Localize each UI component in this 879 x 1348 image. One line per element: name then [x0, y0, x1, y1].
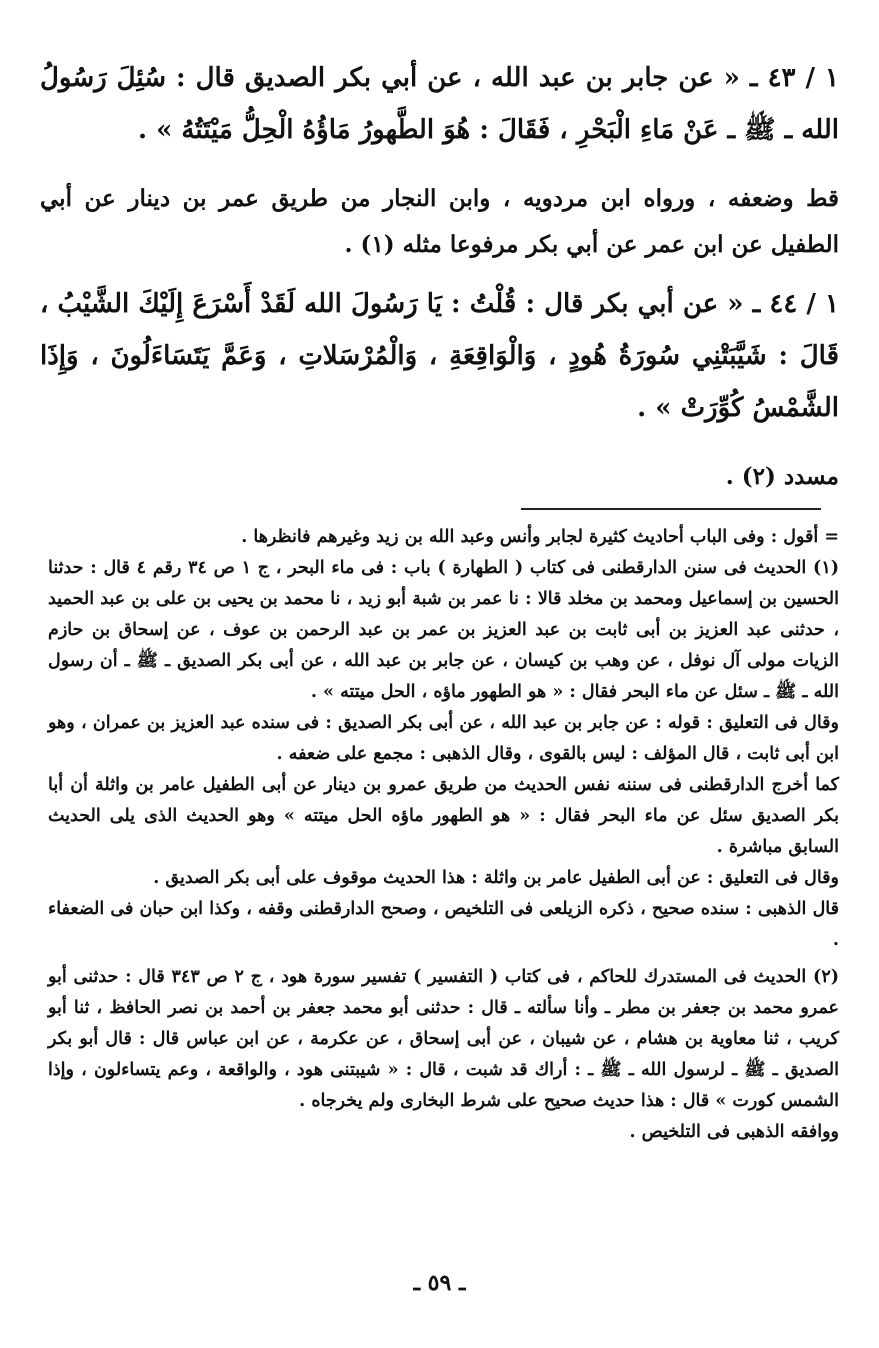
reference-44: مسدد (٢) .	[725, 463, 839, 490]
footnote-1: (١) الحديث فى سنن الدارقطنى فى كتاب ( الطهارة ) باب : فى ماء البحر ، ج ١ ص ٣٤ رقم ٤ قال : حدثنا الحسين بن إسماعيل ومحمد بن مخلد قالا : نا عمر بن شبة أبو زيد ، نا محمد بن يحيى بن على بن عبد الحميد ، حدثنى عبد العزيز بن أبى ثابت بن عبد العزيز بن عمر بن عبد الرحمن بن عوف ، عن إسحاق بن حازم الزيات مولى آل نوفل ، عن وهب بن كيسان ، عن جابر بن عبد الله ، عن أبى بكر الصديق ـ ﷺ ـ أن رسول الله ـ ﷺ ـ سئل عن ماء البحر فقال : « هو الطهور ماؤه ، الحل ميتته » .	[48, 558, 840, 702]
footnote-divider	[521, 508, 821, 510]
main-text	[40, 52, 839, 500]
footnote-2: (٢) الحديث فى المستدرك للحاكم ، فى كتاب ( التفسير ) تفسير سورة هود ، ج ٢ ص ٣٤٣ قال : حدثنى أبو عمرو محمد بن جعفر بن مطر ـ وأنا سألته ـ قال : حدثنى أبو محمد جعفر بن أحمد بن نصر الحافظ ، ثنا أبو كريب ، ثنا معاوية بن هشام ، عن شيبان ، عن أبى إسحاق ، عن عكرمة ، عن ابن عباس قال : قال أبو بكر الصديق ـ ﷺ ـ لرسول الله ـ ﷺ ـ : أراك قد شبت ، قال : « شيبتنى هود ، والواقعة ، وعم يتساءلون ، وإذا الشمس كورت » قال : هذا حديث صحيح على شرط البخارى ولم يخرجاه .	[48, 967, 840, 1111]
footnote-2-dhahabi: ووافقه الذهبى فى التلخيص .	[629, 1122, 839, 1142]
footnotes	[48, 522, 839, 1148]
footnote-continued: = أقول : وفى الباب أحاديث كثيرة لجابر وأنس وعبد الله بن زيد وغيرهم فانظرها .	[241, 527, 839, 547]
hadith-44: ١ / ٤٤ ـ « عن أبي بكر قال : قُلْتُ : يَا رَسُولَ الله لَقَدْ أَسْرَعَ إِلَيْكَ الشَّيْبُ ، قَالَ : شَيَّبَتْنِي سُورَةُ هُودٍ ، وَالْوَاقِعَةِ ، وَالْمُرْسَلاتِ ، وَعَمَّ يَتَسَاءَلُونَ ، وَإِذَا الشَّمْسُ كُوِّرَتْ » .	[40, 289, 839, 423]
footnote-1-taliq-2: وقال فى التعليق : عن أبى الطفيل عامر بن واثلة : هذا الحديث موقوف على أبى بكر الصديق .	[153, 868, 839, 888]
footnote-1-dhahabi: قال الذهبى : سنده صحيح ، ذكره الزيلعى فى التلخيص ، وصحح الدارقطنى وقفه ، وكذا ابن حبان فى الضعفاء .	[48, 899, 839, 950]
takhrij-43: قط وضعفه ، ورواه ابن مردويه ، وابن النجار من طريق عمر بن دينار عن أبي الطفيل عن ابن عمر عن أبي بكر مرفوعا مثله (١) .	[40, 185, 839, 258]
hadith-43: ١ / ٤٣ ـ « عن جابر بن عبد الله ، عن أبي بكر الصديق قال : سُئِلَ رَسُولُ الله ـ ﷺ ـ عَنْ مَاءِ الْبَحْرِ ، فَقَالَ : هُوَ الطَّهورُ مَاؤُهُ الْحِلُّ مَيْتَتُهُ » .	[40, 63, 839, 145]
footnote-1-taliq: وقال فى التعليق : قوله : عن جابر بن عبد الله ، عن أبى بكر الصديق : فى سنده عبد العزيز بن عمران ، وهو ابن أبى ثابت ، قال المؤلف : ليس بالقوى ، وقال الذهبى : مجمع على ضعفه .	[48, 713, 839, 764]
page-number: ـ ٥٩ ـ	[413, 1270, 466, 1296]
footnote-1-kama: كما أخرج الدارقطنى فى سننه نفس الحديث من طريق عمرو بن دينار عن أبى الطفيل عامر بن واثلة أن أبا بكر الصديق سئل عن ماء البحر فقال : « هو الطهور ماؤه الحل ميتته » وهو الحديث الذى يلى الحديث السابق مباشرة .	[48, 775, 839, 857]
